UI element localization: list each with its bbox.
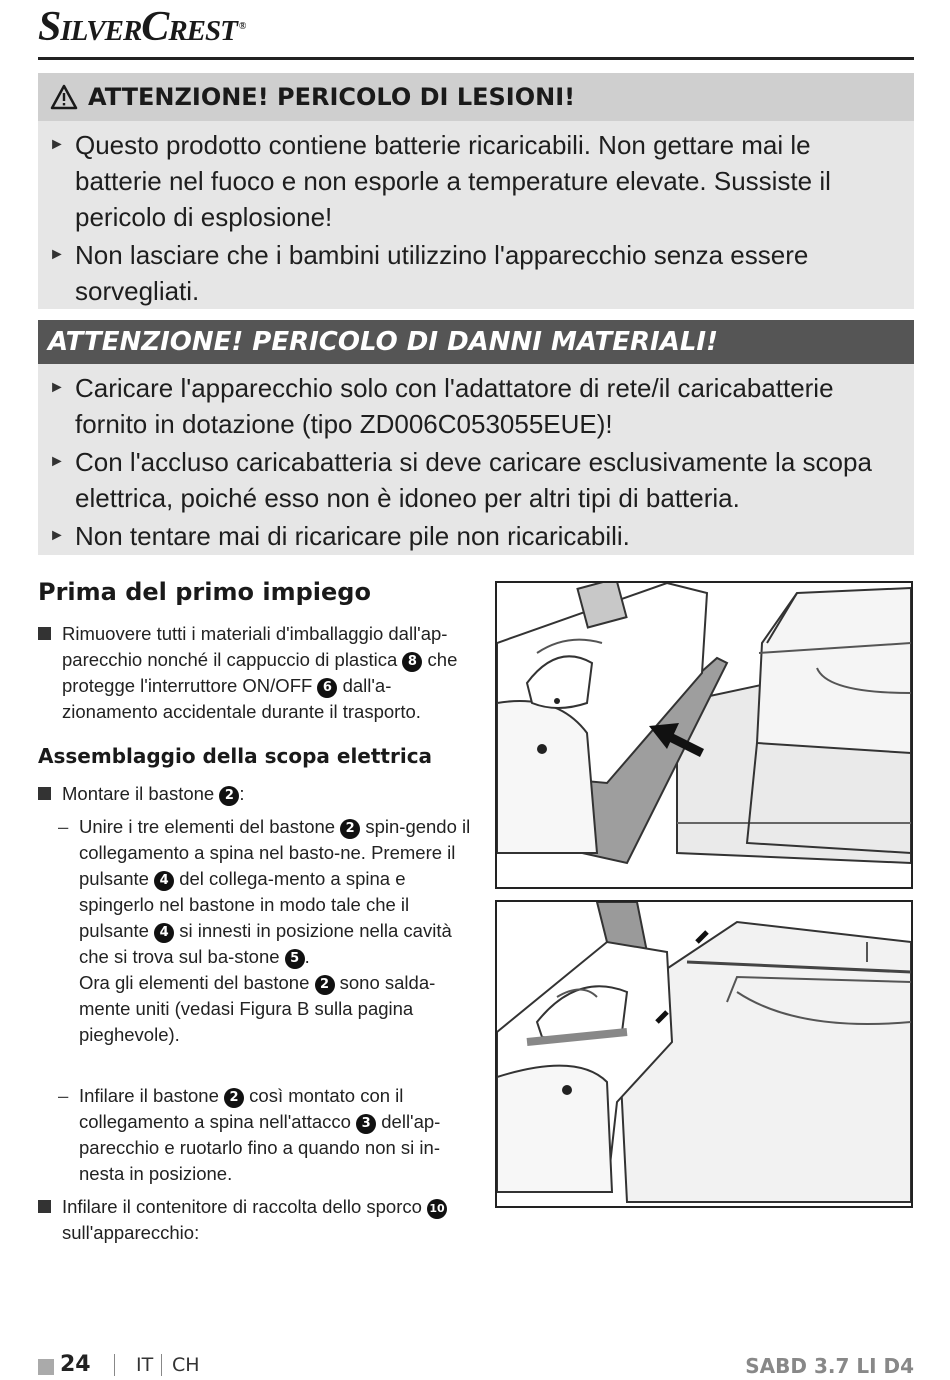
square-bullet-icon: [38, 627, 51, 640]
step-join-handle: [38, 814, 471, 1048]
warning-damage-list: [38, 364, 914, 554]
arrow-bullet-icon: ►: [49, 379, 65, 396]
text: .: [304, 946, 310, 967]
text: così montato con il collegamento a spina nell'attacco: [79, 1085, 404, 1132]
text: sono salda-mente uniti (vedasi Figura B sulla pagina pieghevole).: [79, 972, 436, 1045]
arrow-bullet-icon: ►: [49, 136, 65, 153]
square-marker-icon: [38, 1359, 54, 1375]
text: dall'a-zionamento accidentale durante il trasporto.: [62, 675, 421, 722]
square-bullet-icon: [38, 1200, 51, 1213]
arrow-bullet-icon: ►: [49, 527, 65, 544]
list-item: [38, 518, 914, 554]
paragraph-dust-container: [38, 1194, 472, 1246]
ref-number-badge: 10: [427, 1199, 447, 1219]
heading-assembly: Assemblaggio della scopa elettrica: [38, 744, 433, 768]
text: Montare il bastone: [62, 783, 215, 804]
page-number: 24: [60, 1352, 91, 1377]
text: del collega-mento a spina e spingerlo nel bastone in modo tale che il pulsante: [79, 868, 410, 941]
ref-number-badge: 6: [317, 678, 337, 698]
list-item: [38, 444, 914, 516]
ref-number-badge: 2: [340, 819, 360, 839]
warning-damage-title: ATTENZIONE! PERICOLO DI DANNI MATERIALI!: [48, 327, 718, 357]
brand-logo: [38, 4, 245, 50]
ref-number-badge: 5: [285, 949, 305, 969]
ref-number-badge: 8: [402, 652, 422, 672]
paragraph-remove-packaging: [38, 621, 472, 725]
step-insert-handle: [38, 1083, 471, 1187]
text: :: [239, 783, 245, 804]
ref-number-badge: 2: [224, 1088, 244, 1108]
text: si innesti in posizione nella cavità che si trova sul ba-stone: [79, 920, 452, 967]
text: spin-gendo il collegamento a spina nel basto-ne. Premere il pulsante: [79, 816, 471, 889]
language-it: IT: [136, 1354, 154, 1376]
text: sull'apparecchio:: [62, 1222, 200, 1243]
arrow-bullet-icon: ►: [49, 246, 65, 263]
warning-injury-box: [38, 73, 914, 309]
divider: [161, 1354, 162, 1376]
dash-bullet: –: [58, 1085, 69, 1106]
arrow-bullet-icon: ►: [49, 453, 65, 470]
dash-bullet: –: [58, 816, 69, 837]
illustration-dust-container-step1: [497, 583, 911, 887]
warning-damage-header: [38, 320, 914, 364]
page-footer: [38, 1350, 914, 1380]
list-item-text: Con l'accluso caricabatteria si deve caricare esclusivamente la scopa elettrica, poiché esso non è idoneo per altri tipi di batteria.: [75, 447, 872, 513]
text: Ora gli elementi del bastone: [79, 972, 310, 993]
list-item: [38, 237, 914, 309]
text: dell'ap-parecchio e ruotarlo fino a quando non si in-nesta in posizione.: [79, 1111, 441, 1184]
heading-first-use: Prima del primo impiego: [38, 578, 371, 606]
text: che protegge l'interruttore ON/OFF: [62, 649, 458, 696]
square-bullet-icon: [38, 787, 51, 800]
brand-name: SilverCrest: [38, 4, 237, 50]
ref-number-badge: 4: [154, 871, 174, 891]
paragraph-mount-handle: [38, 781, 472, 807]
list-item-text: Questo prodotto contiene batterie ricaricabili. Non gettare mai le batterie nel fuoco e non esporle a temperature elevate. Sussiste il pericolo di esplosione!: [75, 130, 831, 232]
list-item-text: Caricare l'apparecchio solo con l'adattatore di rete/il caricabatterie fornito in dotazione (tipo ZD006C053055EUE)!: [75, 373, 834, 439]
model-number: SABD 3.7 LI D4: [745, 1354, 914, 1378]
warning-damage-box: [38, 320, 914, 555]
warning-triangle-icon: [50, 84, 78, 110]
figure-dust-container-attached: [495, 900, 913, 1208]
illustration-dust-container-step2: [497, 902, 911, 1206]
list-item-text: Non tentare mai di ricaricare pile non ricaricabili.: [75, 521, 630, 551]
warning-injury-title: ATTENZIONE! PERICOLO DI LESIONI!: [88, 83, 576, 111]
ref-number-badge: 3: [356, 1114, 376, 1134]
ref-number-badge: 2: [315, 975, 335, 995]
ref-number-badge: 4: [154, 923, 174, 943]
language-ch: CH: [172, 1354, 200, 1376]
list-item: [38, 127, 914, 235]
ref-number-badge: 2: [219, 786, 239, 806]
figure-insert-dust-container: [495, 581, 913, 889]
text: Infilare il bastone: [79, 1085, 219, 1106]
divider: [114, 1354, 115, 1376]
text: Infilare il contenitore di raccolta dello sporco: [62, 1196, 422, 1217]
list-item: [38, 370, 914, 442]
warning-injury-header: [38, 73, 914, 121]
registered-mark: ®: [238, 21, 246, 32]
list-item-text: Non lasciare che i bambini utilizzino l'apparecchio senza essere sorvegliati.: [75, 240, 809, 306]
header-rule: [38, 57, 914, 60]
text: Rimuovere tutti i materiali d'imballaggio dall'ap-parecchio nonché il cappuccio di plastica: [62, 623, 448, 670]
text: Unire i tre elementi del bastone: [79, 816, 336, 837]
warning-injury-list: [38, 121, 914, 309]
